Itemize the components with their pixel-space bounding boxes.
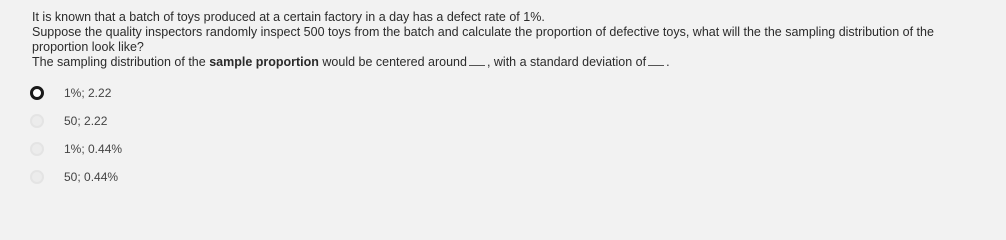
answer-blank-1 <box>469 55 485 66</box>
question-body: Suppose the quality inspectors randomly inspect 500 toys from the batch and calculate the proportion of defective toys, what will the the sampling distribution of the proportion look like? <box>32 25 934 54</box>
option-4[interactable] <box>30 163 122 191</box>
option-3[interactable] <box>30 135 122 163</box>
option-1[interactable] <box>30 79 122 107</box>
option-4-label: 50; 0.44% <box>64 170 119 184</box>
option-2-label: 50; 2.22 <box>64 114 108 128</box>
prompt-end: . <box>666 55 670 69</box>
prompt-part-1: The sampling distribution of the <box>32 55 210 69</box>
radio-option-2[interactable] <box>30 114 44 128</box>
question-intro: It is known that a batch of toys produced at a certain factory in a day has a defect rate of 1%. <box>32 10 545 24</box>
prompt-part-3: , with a standard deviation of <box>486 55 647 69</box>
prompt-bold-term: sample proportion <box>209 55 319 69</box>
radio-option-1[interactable] <box>30 86 44 100</box>
radio-option-3[interactable] <box>30 142 44 156</box>
option-3-label: 1%; 0.44% <box>64 142 123 156</box>
answer-options <box>30 79 122 191</box>
question-prompt <box>32 55 992 70</box>
option-2[interactable] <box>30 107 122 135</box>
radio-option-4[interactable] <box>30 170 44 184</box>
answer-blank-2 <box>648 55 664 66</box>
prompt-part-2: would be centered around <box>318 55 467 69</box>
option-1-label: 1%; 2.22 <box>64 86 112 100</box>
question-text <box>32 10 992 70</box>
